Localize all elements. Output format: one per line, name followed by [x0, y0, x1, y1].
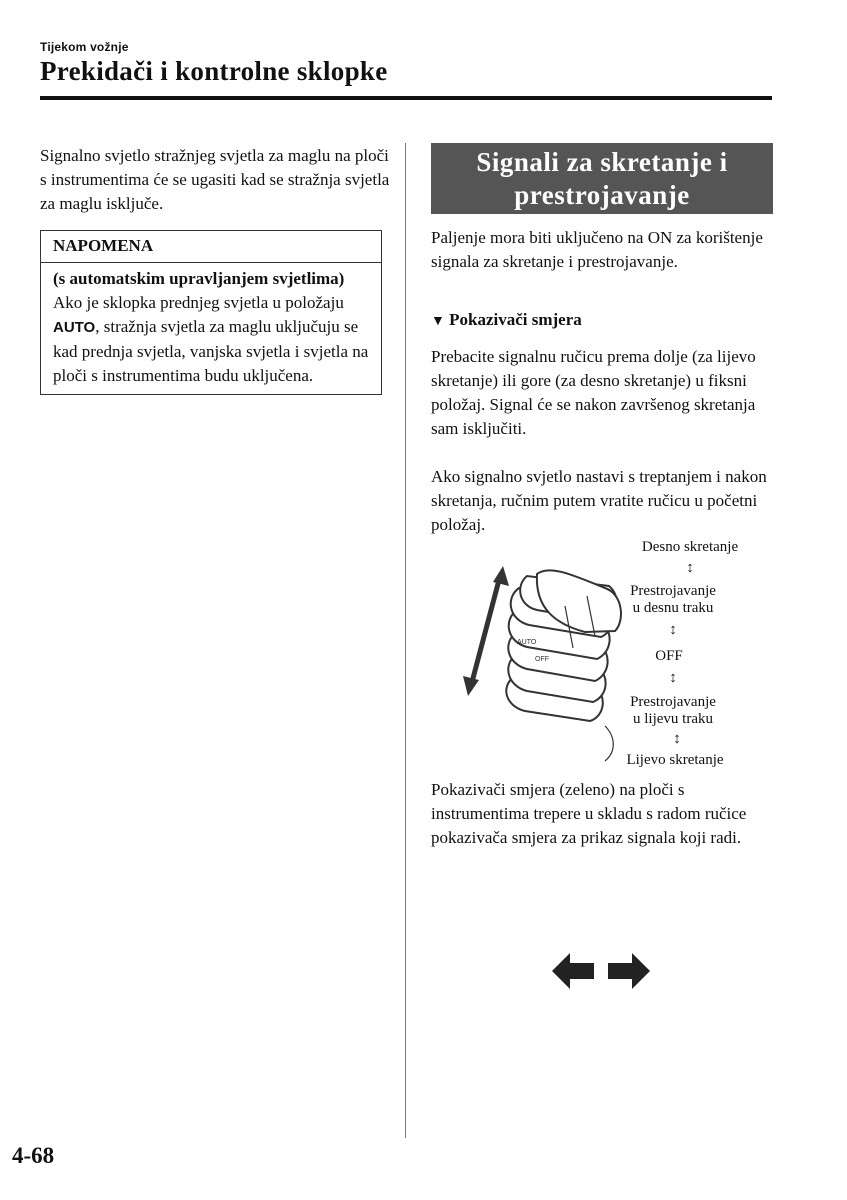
section-heading-line2: prestrojavanje: [514, 179, 690, 210]
label-lane-right: [605, 583, 741, 617]
right-intro-paragraph: Paljenje mora biti uključeno na ON za korištenje signala za skretanje i prestrojavanje.: [431, 228, 763, 271]
column-divider: [405, 143, 406, 1138]
left-intro-paragraph: Signalno svjetlo stražnjeg svjetla za maglu na ploči s instrumentima će se ugasiti kad se stražnja svjetla za maglu isključe.: [40, 146, 390, 213]
note-box: [40, 230, 382, 395]
section-heading-line1: Signali za skretanje i: [476, 146, 728, 177]
page-title: Prekidači i kontrolne sklopke: [40, 56, 388, 86]
triangle-down-icon: ▼: [431, 314, 445, 329]
label-right-turn: Desno skretanje: [641, 539, 739, 555]
note-body: [41, 263, 381, 394]
arrow-updown-icon: ↕: [673, 731, 681, 747]
arrow-updown-icon: ↕: [669, 670, 677, 686]
stalk-mark-auto: AUTO: [517, 639, 537, 646]
section-label: Tijekom vožnje: [40, 40, 129, 54]
note-text-before: Ako je sklopka prednjeg svjetla u položaju: [53, 293, 344, 312]
note-text: [53, 291, 369, 388]
arrow-updown-icon: ↕: [669, 622, 677, 638]
label-lane-right-line1: Prestrojavanje: [630, 583, 716, 599]
arrow-updown-icon: ↕: [686, 560, 694, 576]
subheading-text: Pokazivači smjera: [449, 310, 582, 329]
label-lane-left: [605, 694, 741, 728]
section-heading-bar: [431, 143, 773, 214]
title-rule: [40, 96, 772, 100]
page-number: 4-68: [12, 1143, 55, 1168]
label-off: OFF: [655, 648, 683, 664]
paragraph-3: Pokazivači smjera (zeleno) na ploči s instrumentima trepere u skladu s radom ručice pokazivača smjera za prikaz signala koji radi.: [431, 780, 747, 847]
note-text-after: , stražnja svjetla za maglu uključuju se kad prednja svjetla, vanjska svjetla i svjetla na ploči s instrumentima budu uključena.: [53, 317, 369, 385]
turn-signal-diagram: [455, 536, 775, 772]
double-arrow-icon: [463, 566, 509, 696]
label-left-turn: Lijevo skretanje: [626, 752, 724, 768]
paragraph-1: Prebacite signalnu ručicu prema dolje (za lijevo skretanje) ili gore (za desno skretanje) u fiksni položaj. Signal će se nakon završenog skretanja sam isključiti.: [431, 347, 756, 438]
label-lane-left-line1: Prestrojavanje: [630, 694, 716, 710]
paragraph-2: Ako signalno svjetlo nastavi s treptanjem i nakon skretanja, ručnim putem vratite ručicu u početni položaj.: [431, 467, 767, 534]
turn-signal-indicator-icon: [552, 950, 650, 997]
right-arrow-icon: [608, 953, 650, 989]
left-arrow-icon: [552, 953, 594, 989]
label-lane-right-line2: u desnu traku: [632, 600, 714, 616]
auto-word: AUTO: [53, 319, 96, 336]
stalk-mark-off: OFF: [535, 656, 549, 663]
subheading: [431, 310, 582, 330]
note-heading: NAPOMENA: [41, 231, 381, 263]
label-lane-left-line2: u lijevu traku: [633, 711, 713, 727]
note-condition: (s automatskim upravljanjem svjetlima): [53, 269, 345, 288]
